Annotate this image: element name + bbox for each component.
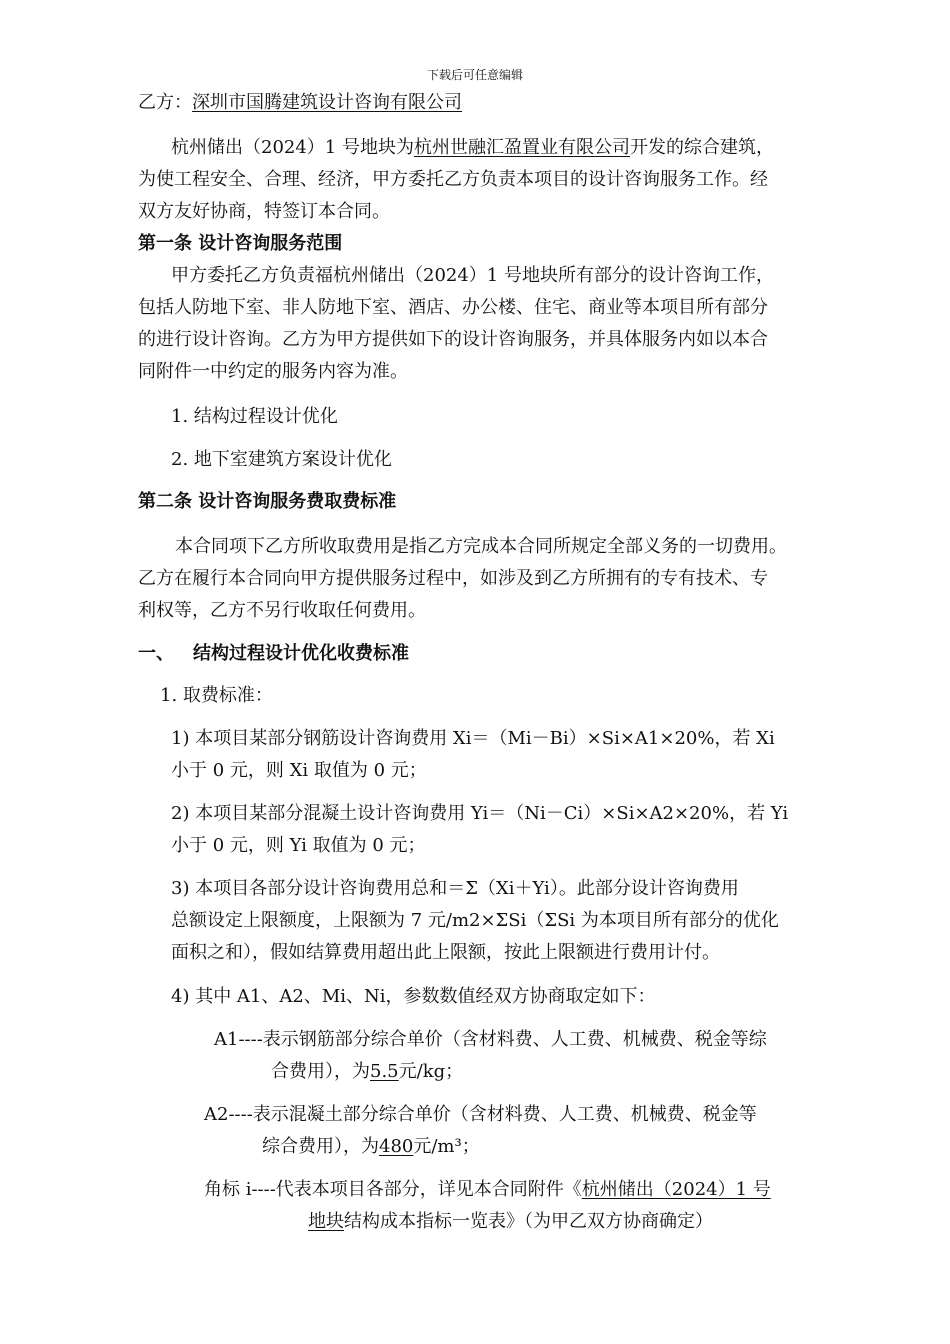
param-i-text: 结构成本指标一览表》（为甲乙双方协商确定） bbox=[344, 1211, 713, 1232]
article-2-title: 第二条 设计咨询服务费取费标准 bbox=[138, 491, 397, 512]
appendix-title-part: 地块 bbox=[308, 1211, 344, 1232]
param-a2-text: 综合费用），为 bbox=[262, 1136, 379, 1157]
intro-text: 开发的综合建筑， bbox=[629, 137, 774, 158]
intro-line-2: 为使工程安全、合理、经济，甲方委托乙方负责本项目的设计咨询服务工作。经 bbox=[138, 169, 768, 190]
param-a2-unit: 元/m³； bbox=[413, 1136, 480, 1157]
party-b-line bbox=[138, 91, 462, 115]
param-a1-unit: 元/kg； bbox=[398, 1061, 464, 1082]
param-i-text: 角标 i----代表本项目各部分，详见本合同附件《 bbox=[204, 1179, 582, 1200]
party-b-label: 乙方： bbox=[138, 92, 192, 113]
service-item: 2. 地下室建筑方案设计优化 bbox=[171, 449, 392, 470]
article-2-line: 本合同项下乙方所收取费用是指乙方完成本合同所规定全部义务的一切费用。 bbox=[175, 536, 787, 557]
article-1-title: 第一条 设计咨询服务范围 bbox=[138, 233, 343, 254]
param-a1-value: 5.5 bbox=[370, 1061, 399, 1082]
clause-3-line: 面积之和），假如结算费用超出此上限额，按此上限额进行费用计付。 bbox=[171, 942, 720, 963]
intro-line-3: 双方友好协商，特签订本合同。 bbox=[138, 201, 390, 222]
param-a1-text: 合费用），为 bbox=[271, 1061, 370, 1082]
developer-name: 杭州世融汇盈置业有限公司 bbox=[413, 137, 630, 158]
param-a2-value-line bbox=[262, 1135, 480, 1159]
clause-1-line: 1) 本项目某部分钢筋设计咨询费用 Xi＝（Mi－Bi）×Si×A1×20%，若 Xi bbox=[171, 728, 775, 749]
article-1-line: 甲方委托乙方负责福杭州储出（2024）1 号地块所有部分的设计咨询工作， bbox=[171, 265, 774, 286]
section-1-title: 结构过程设计优化收费标准 bbox=[193, 643, 409, 664]
intro-line-1 bbox=[171, 136, 774, 160]
param-a1-value-line bbox=[271, 1060, 463, 1084]
clause-2-line: 小于 0 元，则 Yi 取值为 0 元； bbox=[171, 835, 426, 856]
appendix-title-part: 杭州储出（2024）1 号 bbox=[581, 1179, 771, 1200]
service-item: 1. 结构过程设计优化 bbox=[171, 406, 338, 427]
param-a2-line: A2----表示混凝土部分综合单价（含材料费、人工费、机械费、税金等 bbox=[204, 1104, 757, 1125]
article-2-line: 乙方在履行本合同向甲方提供服务过程中，如涉及到乙方所拥有的专有技术、专 bbox=[138, 568, 768, 589]
clause-3-line: 总额设定上限额度，上限额为 7 元/m2×ΣSi（ΣSi 为本项目所有部分的优化 bbox=[171, 910, 779, 931]
clause-4-line: 4) 其中 A1、A2、Mi、Ni，参数数值经双方协商取定如下： bbox=[171, 986, 656, 1007]
param-a1-line: A1----表示钢筋部分综合单价（含材料费、人工费、机械费、税金等综 bbox=[214, 1029, 767, 1050]
article-1-line: 的进行设计咨询。乙方为甲方提供如下的设计咨询服务，并具体服务内如以本合 bbox=[138, 329, 768, 350]
clause-1-line: 小于 0 元，则 Xi 取值为 0 元； bbox=[171, 760, 427, 781]
intro-text: 杭州储出（2024）1 号地块为 bbox=[171, 137, 414, 158]
fee-standard-heading: 1. 取费标准： bbox=[160, 685, 273, 706]
param-i-line-2 bbox=[308, 1210, 713, 1234]
param-i-line bbox=[204, 1178, 771, 1202]
clause-2-line: 2) 本项目某部分混凝土设计咨询费用 Yi＝（Ni－Ci）×Si×A2×20%，若 Yi bbox=[171, 803, 789, 824]
article-2-line: 利权等，乙方不另行收取任何费用。 bbox=[138, 600, 426, 621]
clause-3-line: 3) 本项目各部分设计咨询费用总和＝Σ（Xi＋Yi）。此部分设计咨询费用 bbox=[171, 878, 739, 899]
param-a2-value: 480 bbox=[379, 1136, 414, 1157]
party-b-name: 深圳市国腾建筑设计咨询有限公司 bbox=[192, 92, 462, 113]
page-header-note: 下载后可任意编辑 bbox=[426, 68, 523, 82]
article-1-line: 同附件一中约定的服务内容为准。 bbox=[138, 361, 408, 382]
section-1-number: 一、 bbox=[138, 643, 174, 664]
article-1-line: 包括人防地下室、非人防地下室、酒店、办公楼、住宅、商业等本项目所有部分 bbox=[138, 297, 768, 318]
